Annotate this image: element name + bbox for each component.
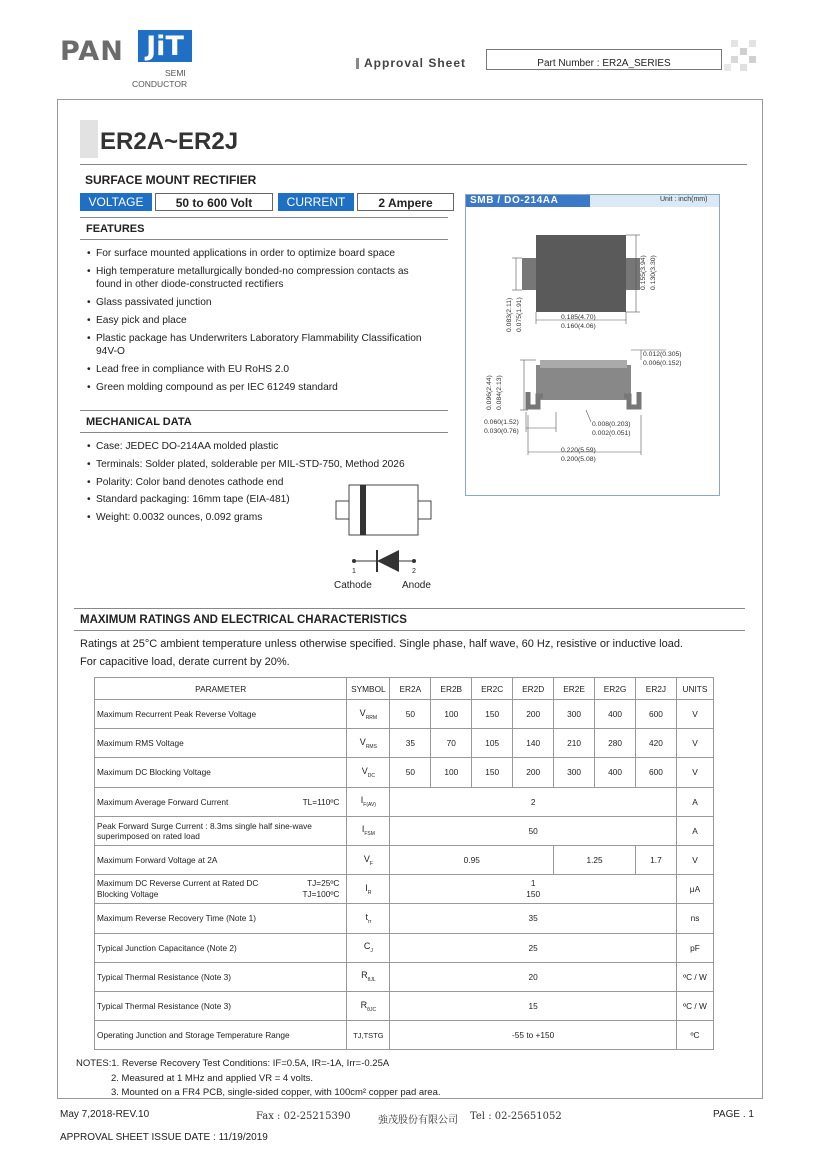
param-cell: Peak Forward Surge Current : 8.3ms single half sine-wave superimposed on rated load (95, 816, 347, 845)
param-cell: Maximum DC Reverse Current at Rated DC TJ=25ºC Blocking Voltage TJ=100ºC (95, 875, 347, 904)
value-cell: 210 (554, 729, 595, 758)
value-cell: 200 (513, 758, 554, 787)
value-cell: 600 (635, 700, 676, 729)
header-cell: ER2J (635, 678, 676, 700)
value-cell: 400 (595, 700, 636, 729)
note-1: NOTES:1. Reverse Recovery Test Conditions: IF=0.5A, IR=-1A, Irr=-0.25A (76, 1058, 390, 1069)
mechanical-top-rule (80, 410, 448, 411)
unit-cell: ºC / W (676, 962, 713, 991)
list-item: • High temperature metallurgically bonded-no compression contacts as found in other diode-constructed rectifiers (84, 265, 424, 292)
value-cell: 100 (431, 758, 472, 787)
dim-L-max: 0.220(5.59) (561, 447, 596, 454)
table-row (95, 933, 714, 962)
value-cell: 400 (595, 758, 636, 787)
value-cell: 300 (554, 758, 595, 787)
symbol-cell: $V_{DC}$ (347, 758, 390, 787)
header-cell: UNITS (676, 678, 713, 700)
ratings-desc-2: For capacitive load, derate current by 20%. (80, 656, 290, 668)
issue-date: APPROVAL SHEET ISSUE DATE : 11/19/2019 (60, 1132, 268, 1143)
package-unit: Unit : inch(mm) (660, 196, 708, 203)
param-cell: Maximum Forward Voltage at 2A (95, 845, 347, 874)
approval-sheet-title: Approval Sheet (364, 56, 467, 70)
value-cell: 105 (472, 729, 513, 758)
dim-lead-max: 0.083(2.11) (506, 297, 513, 332)
ratings-bottom-rule (74, 630, 745, 631)
param-cell: Typical Junction Capacitance (Note 2) (95, 933, 347, 962)
list-item: • Terminals: Solder plated, solderable per MIL-STD-750, Method 2026 (84, 458, 444, 472)
list-item: • Glass passivated junction (84, 296, 424, 310)
unit-cell: pF (676, 933, 713, 962)
list-item: • Case: JEDEC DO-214AA molded plastic (84, 440, 444, 454)
dim-sh-min: 0.084(2.13) (496, 375, 503, 410)
ratings-table (94, 677, 714, 1050)
value-cell: 1.7 (635, 845, 676, 874)
voltage-value: 50 to 600 Volt (155, 193, 273, 211)
value-cell: 200 (513, 700, 554, 729)
dim-st-max: 0.008(0.203) (592, 421, 631, 428)
value-cell: 150 (472, 700, 513, 729)
current-label: CURRENT (278, 193, 354, 211)
param-cell: Maximum Average Forward Current TL=110ºC (95, 787, 347, 816)
value-cell: 15 (390, 991, 677, 1020)
list-item: • Polarity: Color band denotes cathode end (84, 476, 444, 490)
unit-cell: V (676, 845, 713, 874)
header-cell: SYMBOL (347, 678, 390, 700)
value-cell: 70 (431, 729, 472, 758)
pin1-label: 1 (352, 568, 356, 575)
value-cell: 25 (390, 933, 677, 962)
value-cell: 280 (595, 729, 636, 758)
table-row (95, 787, 714, 816)
note-2: 2. Measured at 1 MHz and applied VR = 4 volts. (111, 1073, 313, 1084)
mechanical-heading: MECHANICAL DATA (86, 416, 192, 428)
approval-marker (356, 58, 359, 69)
symbol-cell: $I_{F(AV)}$ (347, 787, 390, 816)
value-cell: 20 (390, 962, 677, 991)
table-row (95, 904, 714, 933)
logo-conductor: CONDUCTOR (132, 79, 188, 89)
part-number: Part Number : ER2A_SERIES (486, 49, 722, 70)
value-cell: 300 (554, 700, 595, 729)
logo-semi: SEMI (165, 68, 186, 78)
table-row (95, 962, 714, 991)
mechanical-bottom-rule (80, 432, 448, 433)
ratings-desc-1: Ratings at 25°C ambient temperature unless otherwise specified. Single phase, half wave, 60 Hz, resistive or inductive load. (80, 638, 683, 650)
package-title: SMB / DO-214AA (466, 195, 590, 207)
param-cell: Typical Thermal Resistance (Note 3) (95, 991, 347, 1020)
symbol-cell: TJ,TSTG (347, 1021, 390, 1050)
tel-number: Tel : 02-25651052 (470, 1111, 562, 1122)
table-row (95, 991, 714, 1020)
symbol-cell: $t_{rr}$ (347, 904, 390, 933)
list-item: • Weight: 0.0032 ounces, 0.092 grams (84, 511, 444, 525)
list-item: • Plastic package has Underwriters Laboratory Flammability Classification 94V-O (84, 332, 424, 359)
features-bottom-rule (80, 239, 448, 240)
unit-cell: V (676, 729, 713, 758)
dim-lead-min: 0.075(1.91) (516, 297, 523, 332)
symbol-cell: $V_{RRM}$ (347, 700, 390, 729)
table-row (95, 758, 714, 787)
value-cell: 420 (635, 729, 676, 758)
note-3: 3. Mounted on a FR4 PCB, single-sided copper, with 100cm² copper pad area. (111, 1087, 441, 1098)
title-divider (80, 164, 747, 165)
param-cell: Operating Junction and Storage Temperature Range (95, 1021, 347, 1050)
header-cell: PARAMETER (95, 678, 347, 700)
dim-t-min: 0.006(0.152) (643, 360, 682, 367)
dim-w-min: 0.160(4.06) (561, 323, 596, 330)
dim-h-min: 0.130(3.30) (650, 255, 657, 290)
param-cell: Typical Thermal Resistance (Note 3) (95, 962, 347, 991)
table-row (95, 700, 714, 729)
param-cell: Maximum DC Blocking Voltage (95, 758, 347, 787)
dim-sh-max: 0.096(2.44) (486, 375, 493, 410)
value-cell: 100 (431, 700, 472, 729)
fax-number: Fax : 02-25215390 (256, 1111, 351, 1122)
header-cell: ER2E (554, 678, 595, 700)
symbol-cell: $R_{\theta JC}$ (347, 991, 390, 1020)
dim-L-min: 0.200(5.08) (561, 456, 596, 463)
list-item: • Standard packaging: 16mm tape (EIA-481) (84, 493, 444, 507)
page-title: ER2A~ER2J (100, 128, 239, 155)
unit-cell: μA (676, 875, 713, 904)
list-item: • Lead free in compliance with EU RoHS 2.0 (84, 363, 424, 377)
value-cell: -55 to +150 (390, 1021, 677, 1050)
param-cell: Maximum RMS Voltage (95, 729, 347, 758)
param-cell: Maximum Reverse Recovery Time (Note 1) (95, 904, 347, 933)
value-cell: 35 (390, 729, 431, 758)
value-cell: 1.25 (554, 845, 636, 874)
header-cell: ER2D (513, 678, 554, 700)
ratings-top-rule (74, 608, 745, 609)
list-item: • Easy pick and place (84, 314, 424, 328)
list-item: • For surface mounted applications in order to optimize board space (84, 247, 424, 261)
table-row (95, 845, 714, 874)
dim-foot-max: 0.060(1.52) (484, 419, 519, 426)
unit-cell: A (676, 787, 713, 816)
value-cell: 140 (513, 729, 554, 758)
dim-st-min: 0.002(0.051) (592, 430, 631, 437)
header-cell: ER2B (431, 678, 472, 700)
dim-foot-min: 0.030(0.76) (484, 428, 519, 435)
table-row (95, 729, 714, 758)
package-outline-icon (334, 480, 434, 538)
value-cell: 50 (390, 758, 431, 787)
current-value: 2 Ampere (357, 193, 454, 211)
table-row (95, 816, 714, 845)
revision-date: May 7,2018-REV.10 (60, 1109, 150, 1120)
features-top-rule (80, 217, 448, 218)
company-name: 強茂股份有限公司 (378, 1115, 458, 1126)
ratings-heading: MAXIMUM RATINGS AND ELECTRICAL CHARACTERISTICS (80, 614, 407, 626)
cathode-label: Cathode (334, 580, 372, 591)
symbol-cell: $V_F$ (347, 845, 390, 874)
page-number: PAGE . 1 (713, 1109, 754, 1120)
features-list (84, 247, 424, 399)
header-cell: ER2G (595, 678, 636, 700)
subtitle: SURFACE MOUNT RECTIFIER (85, 173, 257, 187)
logo-pan: PAN (60, 36, 124, 67)
dim-w-max: 0.185(4.70) (561, 314, 596, 321)
symbol-cell: $C_J$ (347, 933, 390, 962)
dim-t-max: 0.012(0.305) (643, 351, 682, 358)
value-cell: 0.95 (390, 845, 554, 874)
value-cell: 150 (472, 758, 513, 787)
value-cell: 600 (635, 758, 676, 787)
param-cell: Maximum Recurrent Peak Reverse Voltage (95, 700, 347, 729)
symbol-cell: $I_{FSM}$ (347, 816, 390, 845)
pin2-label: 2 (412, 568, 416, 575)
voltage-label: VOLTAGE (80, 193, 152, 211)
symbol-cell: $V_{RMS}$ (347, 729, 390, 758)
unit-cell: V (676, 758, 713, 787)
features-heading: FEATURES (86, 223, 145, 235)
value-cell: 2 (390, 787, 677, 816)
unit-cell: ns (676, 904, 713, 933)
table-header-row (95, 678, 714, 700)
dim-h-max: 0.155(3.94) (640, 255, 647, 290)
logo-jit: JiT (138, 30, 192, 62)
list-item: • Green molding compound as per IEC 61249 standard (84, 381, 424, 395)
header-cell: ER2C (472, 678, 513, 700)
title-accent (80, 120, 98, 158)
anode-label: Anode (402, 580, 431, 591)
table-row (95, 875, 714, 904)
value-cell: 1 150 (390, 875, 677, 904)
unit-cell: V (676, 700, 713, 729)
unit-cell: A (676, 816, 713, 845)
value-cell: 50 (390, 700, 431, 729)
table-row (95, 1021, 714, 1050)
value-cell: 50 (390, 816, 677, 845)
symbol-cell: $I_R$ (347, 875, 390, 904)
header-cell: ER2A (390, 678, 431, 700)
symbol-cell: $R_{\theta JL}$ (347, 962, 390, 991)
value-cell: 35 (390, 904, 677, 933)
unit-cell: ºC (676, 1021, 713, 1050)
unit-cell: ºC / W (676, 991, 713, 1020)
